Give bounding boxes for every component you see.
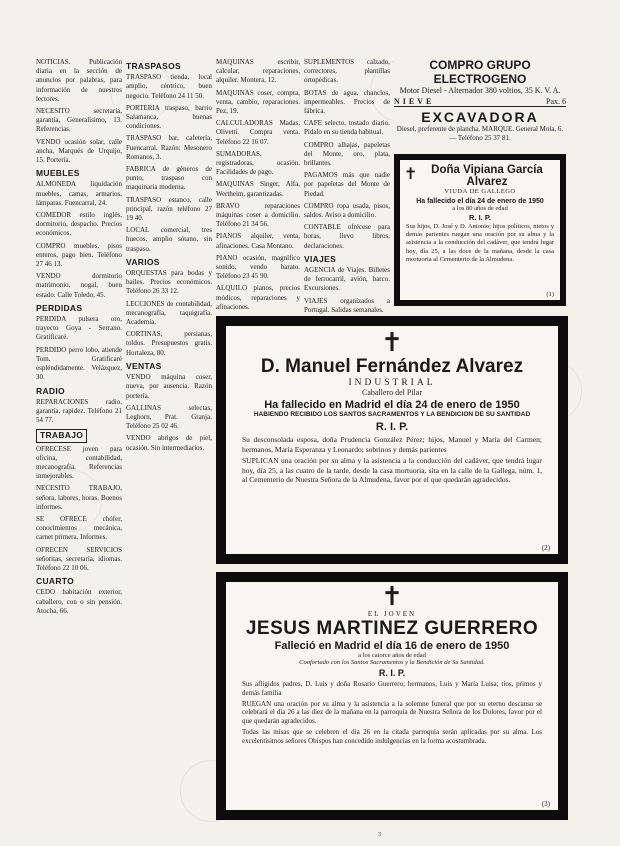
classified-item: LOCAL comercial, tres huecos, amplio sótano, sin traspaso. xyxy=(126,226,212,253)
classified-item: VENDO ocasión solar, calle ancha, Marqués de Urquijo, 15. Portería. xyxy=(36,137,122,165)
classifieds-column-2 xyxy=(126,58,212,828)
classified-item: VENDO máquina coser, nueva, por ausencia. Razón portería. xyxy=(126,373,212,400)
classified-item: BOTAS de agua, chanclos, impermeables. Precios de fábrica. xyxy=(304,88,390,116)
notice-body: Todas las misas que se celebren el día 26 en la citada parroquia serán aplicadas por su alma. Los excelentísimos señores Obispos han concedido indulgencias en la forma acostumbrada. xyxy=(242,727,542,745)
notice-reference: (1) xyxy=(546,291,554,298)
classifieds-column-3 xyxy=(216,58,300,314)
death-date: Ha fallecido el día 24 de enero de 1950 xyxy=(416,198,544,205)
classified-item: ORQUESTAS para bodas y bailes. Precios económicos. Teléfono 26 33 12. xyxy=(126,269,212,296)
section-heading: RADIO xyxy=(36,385,65,396)
section-heading: VIAJES xyxy=(304,253,337,264)
deceased-title: Caballero del Pilar xyxy=(362,388,422,397)
deceased-pre: EL JOVEN xyxy=(367,610,417,618)
classified-item: PERDIDO perro lobo, atiende Tom. Gratificaré espléndidamente. Velázquez, 30. xyxy=(36,345,122,382)
obituary-notice-3 xyxy=(216,572,568,820)
cross-icon: ✝ xyxy=(404,164,418,183)
classified-item: COMPRO ropa usada, pisos, saldos. Aviso a domicilio. xyxy=(304,201,390,220)
notice-reference: (3) xyxy=(541,800,550,808)
classified-item: COMPRO muebles, pisos enteros, pago bien. Teléfono 27 46 13. xyxy=(36,241,122,269)
classified-item: SUPLEMENTOS calzado, correctores, plantillas ortopédicas. xyxy=(304,58,390,85)
ad-title: EXCAVADORA xyxy=(421,109,539,125)
classified-item: ALMONEDA liquidación muebles, camas, armarios, lámparas. Fuencarral, 24. xyxy=(36,180,122,207)
death-age: a los 80 años de edad xyxy=(452,205,508,212)
classified-item: CORTINAS, persianas, toldos. Presupuestos gratis. Hortaleza, 80. xyxy=(126,330,212,357)
classified-item: TRASPASO estanco, calle principal, razón teléfono 27 19 40. xyxy=(126,195,212,223)
page-reference: Pax. 6 xyxy=(546,97,566,106)
ad-label: NIEVE xyxy=(394,97,435,106)
classified-item: OFRECEN SERVICIOS señoritas, secretaría, idiomas. Teléfono 22 10 06. xyxy=(36,545,122,572)
classified-item: VIAJES organizados a Portugal. Salidas semanales. xyxy=(304,296,390,314)
classified-item: SE OFRECE chófer, conocimientos mecánica, carnet primera. Informes. xyxy=(36,514,122,542)
classified-item: ALQUILO pianos, precios módicos, reparaciones y afinaciones. xyxy=(216,284,300,311)
ad-title: COMPRO GRUPO ELECTROGENO xyxy=(429,58,531,86)
notice-body: Sus afligidos padres, D. Luis y doña Rosario Guerrero; hermanos, Luis y María Luisa; tíos, primos y demás familia xyxy=(242,680,542,697)
deceased-name: Doña Vipiana García Alvarez xyxy=(431,164,543,188)
page-mark: 3 xyxy=(378,832,381,838)
death-age: a los catorce años de edad xyxy=(358,652,426,659)
classified-item: MAQUINAS coser, compra, venta, cambio, reparaciones. Pez, 19. xyxy=(216,88,300,116)
classified-item: NECESITO TRABAJO, señora, labores, horas. Buenos informes. xyxy=(36,484,122,511)
section-heading: PERDIDAS xyxy=(36,302,83,313)
classified-item: SUMADORAS, registradoras, ocasión. Facilidades de pago. xyxy=(216,149,300,177)
sacraments-text: Confortado con los Santos Sacramentos y la Bendición de Su Santidad. xyxy=(299,659,485,666)
classified-item: PIANOS alquiler, venta, afinaciones. Casa Montano. xyxy=(216,232,300,250)
rip-text: R. I. P. xyxy=(378,668,406,678)
classified-item: GALLINAS selectas, Leghorn, Prat. Granja. Teléfono 25 02 46. xyxy=(126,403,212,431)
classified-item: COMPRO alhajas, papeletas del Monte, oro, plata, brillantes. xyxy=(304,140,390,168)
classified-item: NOTICIAS. Publicación diaria en la sección de anuncios por palabras, para información de nuestros lectores. xyxy=(36,58,122,103)
classifieds-column-1 xyxy=(36,58,122,828)
classified-item: CAFE selecto, tostado diario. Pídalo en su tienda habitual. xyxy=(304,119,390,137)
section-heading: TRASPASOS xyxy=(126,61,181,71)
section-heading: CUARTO xyxy=(36,576,75,587)
classified-item: LECCIONES de contabilidad, mecanografía, taquigrafía. Academia. xyxy=(126,299,212,327)
notice-body: Sus hijos, D. José y D. Antonio; hijos políticos, nietos y demás parientes ruegan una oración por su alma y la asistencia a la conducción del cadáver, que tendrá lugar hoy, día 25, a las doce de la mañana, desde la casa mortuoria al Cementerio de la Almudena. xyxy=(406,223,554,263)
cross-icon: ✝ xyxy=(381,328,403,358)
cross-icon: ✝ xyxy=(381,582,403,612)
rip-text: R. I. P. xyxy=(469,213,491,222)
classified-item: CONTABLE ofrécese para horas, llevo libros, declaraciones. xyxy=(304,223,390,250)
notice-body: SUPLICAN una oración por su alma y la asistencia a la conducción del cadáver, que tendrá lugar hoy, día 25, a las cuatro de la tarde, desde la casa mortuoria, sita en la calle de la Gallega, núm. 1, al Cementerio de Nuestra Señora de la Almudena, favor por el que quedarán agradecidos. xyxy=(242,456,542,484)
deceased-subtitle: VIUDA DE GALLEGO xyxy=(444,188,516,195)
classified-item: COMEDOR estilo inglés, dormitorio, despacho. Precios económicos. xyxy=(36,211,122,238)
classified-item: OFRECESE joven para oficina, contabilidad, mecanografía. Referencias inmejorables. xyxy=(36,444,122,481)
classified-item: VENDO abrigos de piel, ocasión. Sin intermediarios. xyxy=(126,434,212,452)
notice-body: RUEGAN una oración por su alma y la asistencia a la solemne funeral que por su eterno descanso se celebrará el día 26 a las diez de la mañana en la parroquia de Nuestra Señora de los Dolores, favor por el que quedarán agradecidos. xyxy=(242,699,542,726)
deceased-profession: INDUSTRIAL xyxy=(348,378,436,388)
classified-item: CALCULADORAS Madas, Olivetti. Compra venta. Teléfono 22 16 07. xyxy=(216,119,300,146)
ad-text: Diesel, preferente de plancha. MARQUE. General Mola, 6. — Teléfono 25 37 81. xyxy=(396,125,564,142)
rip-text: R. I. P. xyxy=(375,421,409,433)
ad-grupo-electrogeno xyxy=(394,58,566,106)
obituary-notice-2 xyxy=(216,316,568,564)
classified-item: BRAVO reparaciones máquinas coser a domicilio. Teléfono 21 34 56. xyxy=(216,201,300,229)
death-date: Falleció en Madrid el día 16 de enero de 1950 xyxy=(274,640,510,652)
death-date: Ha fallecido en Madrid el día 24 de enero de 1950 xyxy=(264,399,520,411)
obituary-notice-1 xyxy=(394,154,566,306)
ad-text: Motor Diesel - Alternador 380 voltios, 35 K. V. A. xyxy=(399,86,561,95)
classified-item: TRASPASO tienda, local amplio, céntrico, buen negocio. Teléfono 24 11 50. xyxy=(126,73,212,100)
section-heading: MUEBLES xyxy=(36,168,80,179)
classified-item: REPARACIONES radio, garantía, rapidez. Teléfono 21 54 77. xyxy=(36,397,122,425)
classified-item: PIANO ocasión, magnífico sonido, vendo barato. Teléfono 23 45 90. xyxy=(216,253,300,281)
section-heading: VENTAS xyxy=(126,360,162,371)
classified-item: VENDO dormitorio matrimonio, nogal, buen estado. Calle Toledo, 45. xyxy=(36,272,122,299)
classified-item: MAQUINAS Singer, Alfa, Wertheim, garantizadas. xyxy=(216,180,300,198)
section-heading: TRABAJO xyxy=(36,429,87,442)
classified-item: NECESITO secretaria, garantía, Generalísimo, 13. Referencias. xyxy=(36,107,122,134)
classified-item: AGENCIA de Viajes. Billetes de ferrocarril, avión, barco. Excursiones. xyxy=(304,266,390,293)
classified-item: TRASPASO bar, cafetería, Fuencarral. Razón: Mesonero Romanos, 3. xyxy=(126,134,212,161)
classifieds-column-4 xyxy=(304,58,390,314)
deceased-name: JESUS MARTINEZ GUERRERO xyxy=(245,618,539,639)
classified-item: PAGAMOS más que nadie por papeletas del Monte de Piedad. xyxy=(304,171,390,198)
sacraments-text: HABIENDO RECIBIDO LOS SANTOS SACRAMENTOS Y LA BENDICION DE SU SANTIDAD xyxy=(253,411,531,418)
classified-item: FABRICA de géneros de punto, traspaso con maquinaria moderna. xyxy=(126,165,212,192)
classified-item: PORTERIA traspaso, barrio Salamanca, buenas condiciones. xyxy=(126,103,212,131)
deceased-name: D. Manuel Fernández Alvarez xyxy=(260,356,524,377)
notice-reference: (2) xyxy=(541,544,550,552)
classified-item: CEDO habitación exterior, caballero, con o sin pensión. Atocha, 66. xyxy=(36,588,122,615)
section-heading: VARIOS xyxy=(126,256,160,267)
classified-item: PERDIDA pulsera oro, trayecto Goya - Serrano. Gratificaré. xyxy=(36,315,122,342)
classified-item: MAQUINAS escribir, calcular, reparaciones, alquiler. Montera, 12. xyxy=(216,58,300,85)
notice-body: Su desconsolada esposa, doña Prudencia González Pérez; hijos, Manuel y María del Carmen; hermanos, María Esperanza y Leonardo; sobrinos y demás parientes xyxy=(242,435,542,454)
ad-excavadora xyxy=(394,106,566,147)
